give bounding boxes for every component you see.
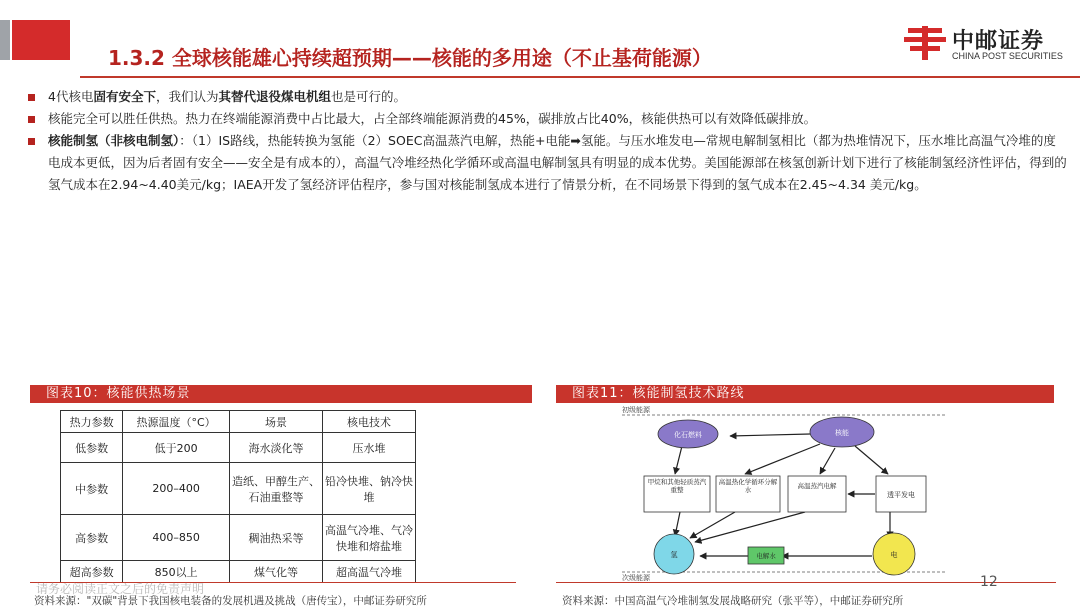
bullet-list bbox=[28, 86, 1068, 196]
reforming-label: 甲烷和其他轻质蒸汽重整 bbox=[647, 478, 707, 494]
table-cell: 低于200 bbox=[123, 433, 230, 463]
table-header: 场景 bbox=[230, 411, 323, 433]
table-cell: 海水淡化等 bbox=[230, 433, 323, 463]
arrow-nuclear-fossil bbox=[730, 434, 810, 436]
table-header: 热源温度（°C） bbox=[123, 411, 230, 433]
bullet-text: 核能完全可以胜任供热。热力在终端能源消费中占比最大，占全部终端能源消费的45%，碳排放占比40%，核能供热可以有效降低碳排放。 bbox=[48, 111, 817, 126]
arrow-thermo-hydrogen bbox=[690, 512, 735, 538]
figure11-caption: 图表11：核能制氢技术路线 bbox=[556, 385, 1054, 403]
page-title: 1.3.2 全球核能雄心持续超预期——核能的多用途（不止基荷能源） bbox=[108, 46, 712, 70]
table-cell: 煤气化等 bbox=[230, 561, 323, 583]
figure10-caption: 图表10：核能供热场景 bbox=[30, 385, 532, 403]
bullet-text: 4代核电 bbox=[48, 89, 94, 104]
arrow-reform-hydrogen bbox=[675, 512, 680, 536]
table-cell: 造纸、甲醇生产、石油重整等 bbox=[230, 463, 323, 515]
china-post-logo-icon bbox=[904, 24, 946, 62]
table-header: 核电技术 bbox=[323, 411, 416, 433]
logo-english-name: CHINA POST SECURITIES bbox=[952, 51, 1063, 61]
table-cell: 中参数 bbox=[61, 463, 123, 515]
table-row bbox=[61, 463, 416, 515]
table-cell: 高参数 bbox=[61, 515, 123, 561]
hydrogen-route-diagram bbox=[620, 404, 950, 584]
water-electrolysis-label: 电解水 bbox=[756, 552, 776, 560]
table-header: 热力参数 bbox=[61, 411, 123, 433]
table-cell: 400–850 bbox=[123, 515, 230, 561]
header-grey-stripe bbox=[0, 20, 10, 60]
arrow-nuclear-turbine bbox=[855, 446, 888, 474]
thermochemical-label: 高温热化学循环分解水 bbox=[718, 478, 778, 494]
table-cell: 超高参数 bbox=[61, 561, 123, 583]
bullet-emphasis: 其替代退役煤电机组 bbox=[218, 89, 331, 104]
logo-chinese-name: 中邮证券 bbox=[952, 29, 1045, 54]
bullet-item bbox=[28, 86, 1068, 108]
table-cell: 低参数 bbox=[61, 433, 123, 463]
bullet-text: ，我们认为 bbox=[155, 89, 219, 104]
bullet-text: ：（1）IS路线，热能转换为氢能（2）SOEC高温蒸汽电解，热能+电能➡氢能。与压水堆发电—常规电解制氢相比（都为热堆情况下，压水堆比高温气冷堆的度电成本更低，因为后者固有安全——安全是有成本的），高温气冷堆经热化学循环或高温电解制氢具有明显的成本优势。美国能源部在核氢创新计划下进行了核能制氢经济性评估，得到的氢气成本在2.94~4.40美元/kg；IAEA开发了氢经济评估程序，参与国对核能制氢成本进行了情景分析，在不同场景下得到的氢气成本在2.45~4.34 美元/kg。 bbox=[48, 133, 1067, 192]
fossil-fuel-label: 化石燃料 bbox=[674, 431, 702, 439]
header-red-block bbox=[12, 20, 70, 60]
bullet-square-icon bbox=[28, 116, 35, 123]
table-cell: 850以上 bbox=[123, 561, 230, 583]
turbine-label: 透平发电 bbox=[887, 491, 915, 499]
table-cell: 压水堆 bbox=[323, 433, 416, 463]
arrow-nuclear-thermo bbox=[745, 444, 820, 474]
title-underline bbox=[80, 76, 1080, 78]
bullet-item bbox=[28, 130, 1068, 196]
figure11-source: 资料来源：中国高温气冷堆制氢发展战略研究（张平等），中邮证券研究所 bbox=[562, 595, 904, 607]
secondary-energy-label: 次级能源 bbox=[622, 574, 650, 582]
arrow-steam-hydrogen bbox=[695, 512, 805, 542]
steam-electrolysis-label: 高温蒸汽电解 bbox=[797, 482, 837, 490]
nuclear-heating-table bbox=[60, 410, 416, 583]
bullet-text: 也是可行的。 bbox=[331, 89, 407, 104]
arrow-nuclear-steam bbox=[820, 448, 835, 474]
table-cell: 稠油热采等 bbox=[230, 515, 323, 561]
table-row bbox=[61, 433, 416, 463]
disclaimer-watermark: 请务必阅读正文之后的免责声明 bbox=[36, 582, 205, 596]
table-cell: 高温气冷堆、气冷快堆和熔盐堆 bbox=[323, 515, 416, 561]
table-row bbox=[61, 515, 416, 561]
nuclear-energy-label: 核能 bbox=[835, 429, 849, 437]
primary-energy-label: 初级能源 bbox=[622, 406, 650, 414]
figure10-source: 资料来源："双碳"背景下我国核电装备的发展机遇及挑战（唐传宝），中邮证券研究所 bbox=[34, 595, 427, 607]
bullet-square-icon bbox=[28, 138, 35, 145]
bullet-emphasis: 固有安全下 bbox=[93, 89, 156, 104]
bullet-item bbox=[28, 108, 1068, 130]
page-number: 12 bbox=[980, 574, 998, 590]
electricity-label: 电 bbox=[890, 551, 898, 559]
table-cell: 200–400 bbox=[123, 463, 230, 515]
bullet-square-icon bbox=[28, 94, 35, 101]
bullet-emphasis: 核能制氢（非核电制氢） bbox=[48, 133, 180, 148]
china-post-securities-logo bbox=[904, 24, 1074, 64]
arrow-fossil-reform bbox=[675, 446, 682, 474]
table-cell: 超高温气冷堆 bbox=[323, 561, 416, 583]
table-cell: 铅冷快堆、钠冷快堆 bbox=[323, 463, 416, 515]
hydrogen-label: 氢 bbox=[670, 551, 678, 559]
